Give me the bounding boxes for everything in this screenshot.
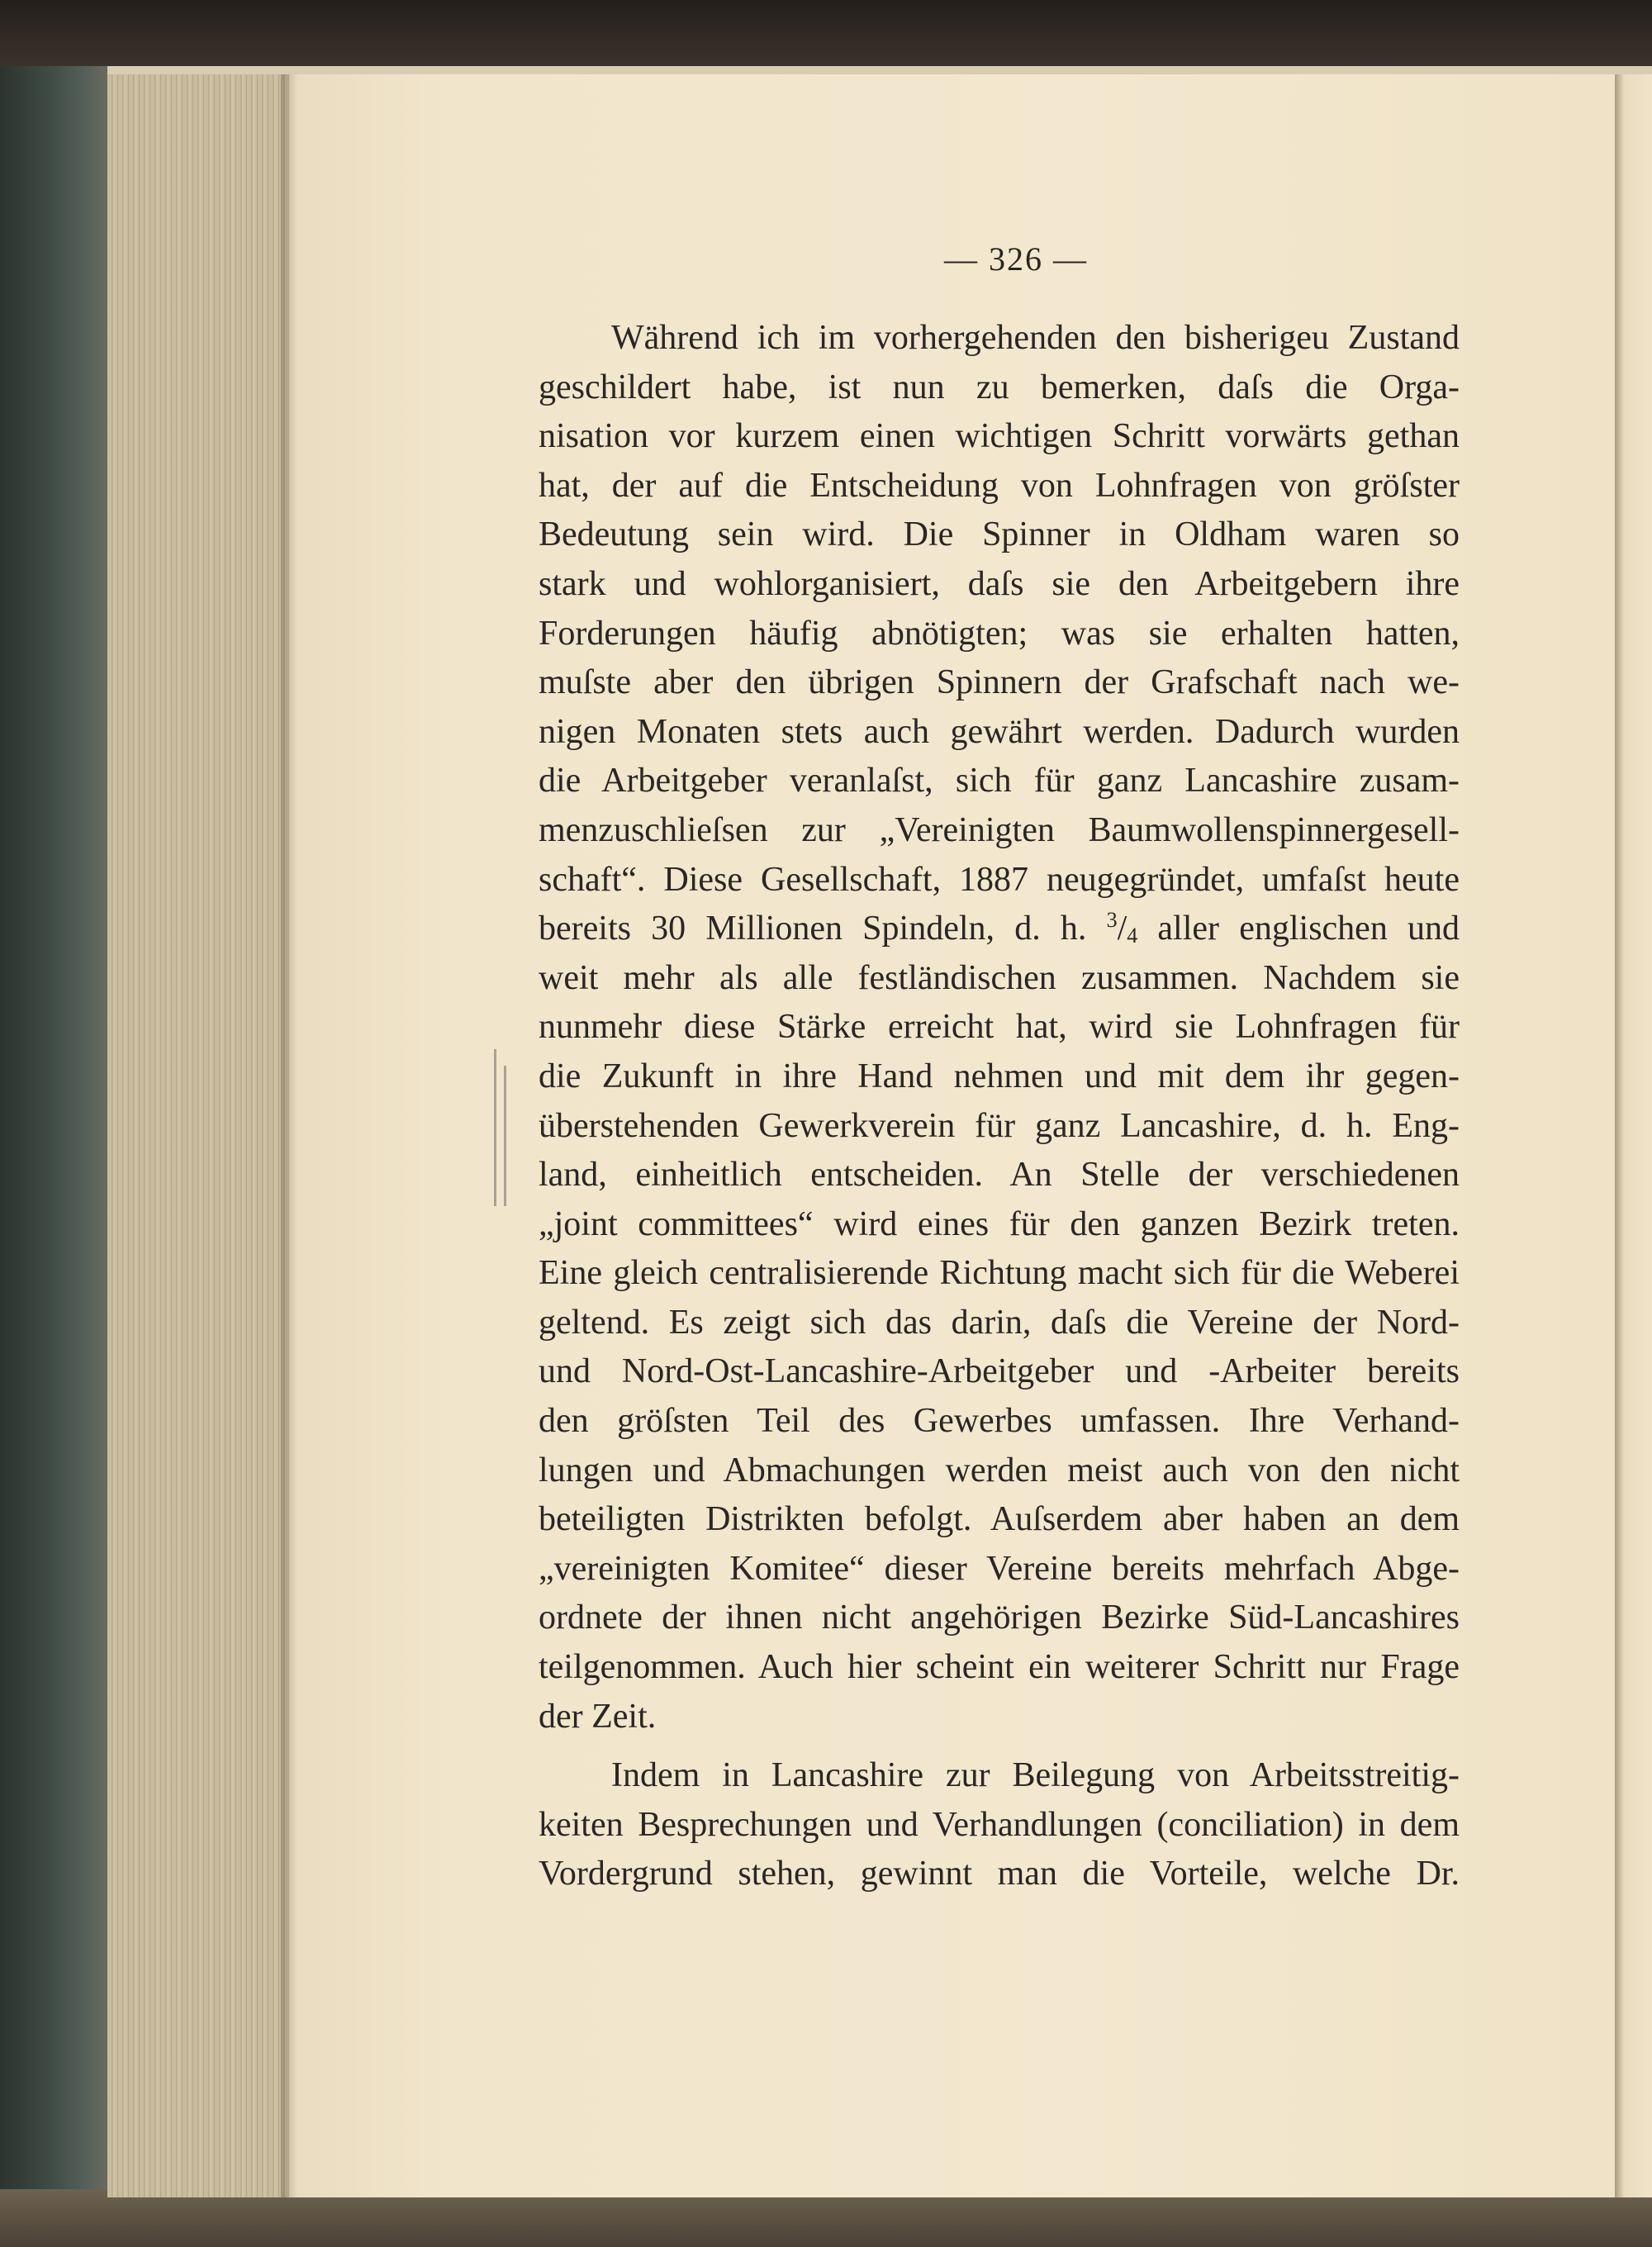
text-line: geschildert habe, ist nun zu bemerken, daſs die Orga- [539,368,1460,406]
text-line: menzuschlieſsen zur „Vereinigten Baumwollenspinnergesell- [539,810,1460,849]
text-line: keiten Besprechungen und Verhandlungen (conciliation) in dem [539,1805,1460,1844]
page-edges [107,74,292,2197]
body-text [539,314,1460,1899]
text-line: nisation vor kurzem einen wichtigen Schritt vorwärts gethan [539,417,1460,456]
fraction-numerator: 3 [1106,908,1118,933]
text-line: schaft“. Diese Gesellschaft, 1887 neugegründet, umfaſst heute [539,860,1460,899]
text-line: Bedeutung sein wird. Die Spinner in Oldham waren so [539,515,1460,554]
text-line: lungen und Abmachungen werden meist auch von den nicht [539,1451,1460,1489]
text-line: überstehenden Gewerkverein für ganz Lancashire, d. h. Eng- [539,1106,1460,1145]
text-line: geltend. Es zeigt sich das darin, daſs die Vereine der Nord- [539,1303,1460,1342]
page-number: — 326 — [944,240,1088,278]
text-line: ordnete der ihnen nicht angehörigen Bezirke Süd-Lancashires [539,1599,1460,1637]
text-line: und Nord-Ost-Lancashire-Arbeitgeber und -Arbeiter bereits [539,1352,1460,1391]
text-line: muſste aber den übrigen Spinnern der Grafschaft nach we- [539,663,1460,702]
background-top [0,0,1652,66]
fraction-line-end: aller englischen und [1137,910,1460,948]
fraction-denominator: 4 [1127,924,1138,948]
text-line: nigen Monaten stets auch gewährt werden. Dadurch wurden [539,712,1460,751]
text-line: land, einheitlich entscheiden. An Stelle der verschiedenen [539,1156,1460,1195]
next-page-edge [1615,74,1652,2197]
gutter-shadow [281,74,297,2197]
text-line: der Zeit. [539,1697,657,1736]
paragraph-gap [539,1741,1460,1751]
text-line: stark und wohlorganisiert, daſs sie den Arbeitgebern ihre [539,564,1460,603]
fraction-line-start: bereits 30 Millionen Spindeln, d. h. [539,910,1107,948]
text-line: hat, der auf die Entscheidung von Lohnfragen von gröſster [539,466,1460,505]
text-line-fraction: bereits 30 Millionen Spindeln, d. h. $^3/_4$ aller englischen und [539,908,1460,948]
text-line: Vordergrund stehen, gewinnt man die Vorteile, welche Dr. [539,1855,1460,1893]
text-line: Indem in Lancashire zur Beilegung von Arbeitsstreitig- [611,1756,1460,1795]
text-line: beteiligten Distrikten befolgt. Auſserdem aber haben an dem [539,1500,1460,1539]
book-cover [0,0,107,2247]
text-line: Während ich im vorhergehenden den bisherigeu Zustand [611,319,1460,357]
text-line: die Arbeitgeber veranlaſst, sich für ganz Lancashire zusam- [539,762,1460,800]
text-line: Eine gleich centralisierende Richtung macht sich für die Weberei [539,1254,1460,1293]
margin-pencil-mark [504,1066,506,1206]
text-line: den gröſsten Teil des Gewerbes umfassen. Ihre Verhand- [539,1402,1460,1441]
text-line: Forderungen häufig abnötigten; was sie erhalten hatten, [539,614,1460,653]
text-line: nunmehr diese Stärke erreicht hat, wird sie Lohnfragen für [539,1008,1460,1047]
text-line: „vereinigten Komitee“ dieser Vereine bereits mehrfach Abge- [539,1549,1460,1588]
margin-pencil-mark [494,1049,496,1206]
text-line: die Zukunft in ihre Hand nehmen und mit dem ihr gegen- [539,1057,1460,1095]
background-bottom [0,2189,1652,2247]
text-line: „joint committees“ wird eines für den ganzen Bezirk treten. [539,1204,1460,1243]
text-line: teilgenommen. Auch hier scheint ein weiterer Schritt nur Frage [539,1648,1460,1687]
text-line: weit mehr als alle festländischen zusammen. Nachdem sie [539,958,1460,997]
